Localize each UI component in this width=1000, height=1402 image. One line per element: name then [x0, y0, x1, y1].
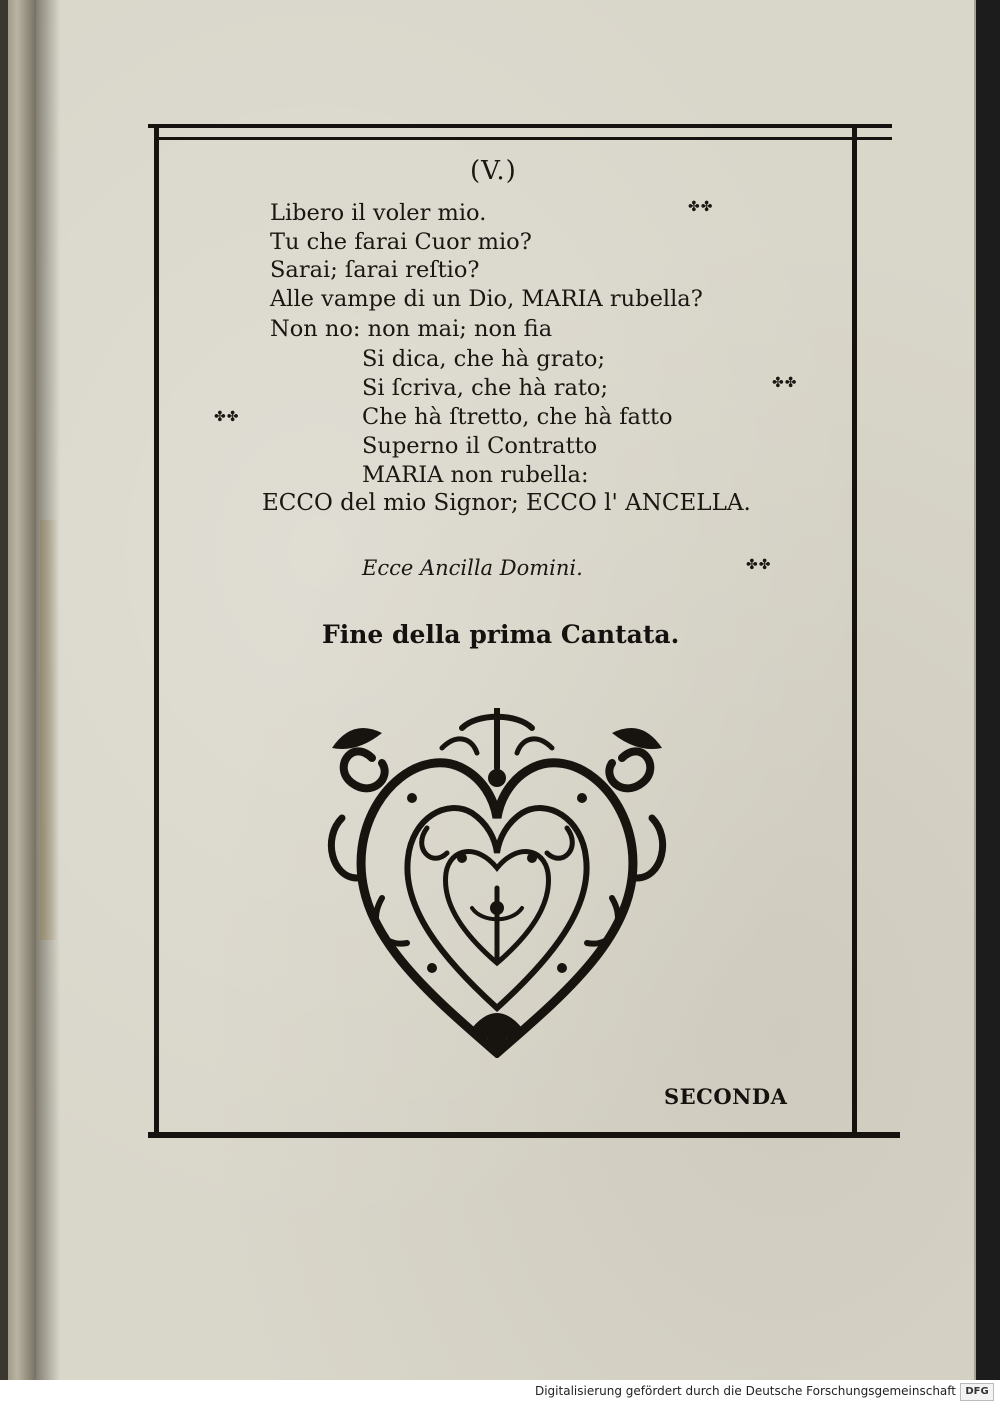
verse-line: Sarai; ſarai reſtio?	[270, 257, 480, 283]
frame-rule-left	[154, 124, 159, 1134]
printer-ornament-icon: ✤✤	[214, 409, 240, 425]
verse-line: Si dica, che hà grato;	[362, 346, 606, 372]
frame-rule-top-inner	[154, 137, 892, 140]
verse-line: Superno il Contratto	[362, 433, 598, 459]
floral-heart-vignette-icon	[312, 708, 682, 1058]
frame-rule-bottom	[148, 1132, 900, 1138]
left-leaf-edge	[0, 0, 8, 1380]
closing-title: Fine della prima Cantata.	[322, 620, 680, 649]
page-stain	[40, 520, 58, 940]
printer-ornament-icon: ✤✤	[746, 557, 772, 573]
verse-line: Si ſcriva, che hà rato;	[362, 375, 609, 401]
verse-line: Libero il voler mio.	[270, 200, 487, 226]
catchword: SECONDA	[664, 1084, 788, 1109]
book-page	[36, 0, 976, 1380]
verse-line: Non no: non mai; non fia	[270, 316, 553, 342]
verse-line: ECCO del mio Signor; ECCO l' ANCELLA.	[262, 490, 751, 516]
page-number: (V.)	[470, 156, 517, 186]
funding-credit: Digitalisierung gefördert durch die Deutsche Forschungsgemeinschaft	[534, 1384, 956, 1398]
printer-ornament-icon: ✤✤	[772, 375, 798, 391]
dfg-logo: DFG	[960, 1383, 994, 1401]
verse-line: MARIA non rubella:	[362, 462, 589, 488]
verse-line: Tu che farai Cuor mio?	[270, 229, 532, 255]
latin-quote: Ecce Ancilla Domini.	[362, 556, 583, 580]
frame-rule-right	[852, 124, 857, 1134]
digitization-footer	[0, 1380, 1000, 1402]
printer-ornament-icon: ✤✤	[688, 199, 714, 215]
verse-line: Che hà ſtretto, che hà fatto	[362, 404, 673, 430]
verse-line: Alle vampe di un Dio, MARIA rubella?	[270, 286, 703, 312]
frame-rule-top	[148, 124, 892, 128]
